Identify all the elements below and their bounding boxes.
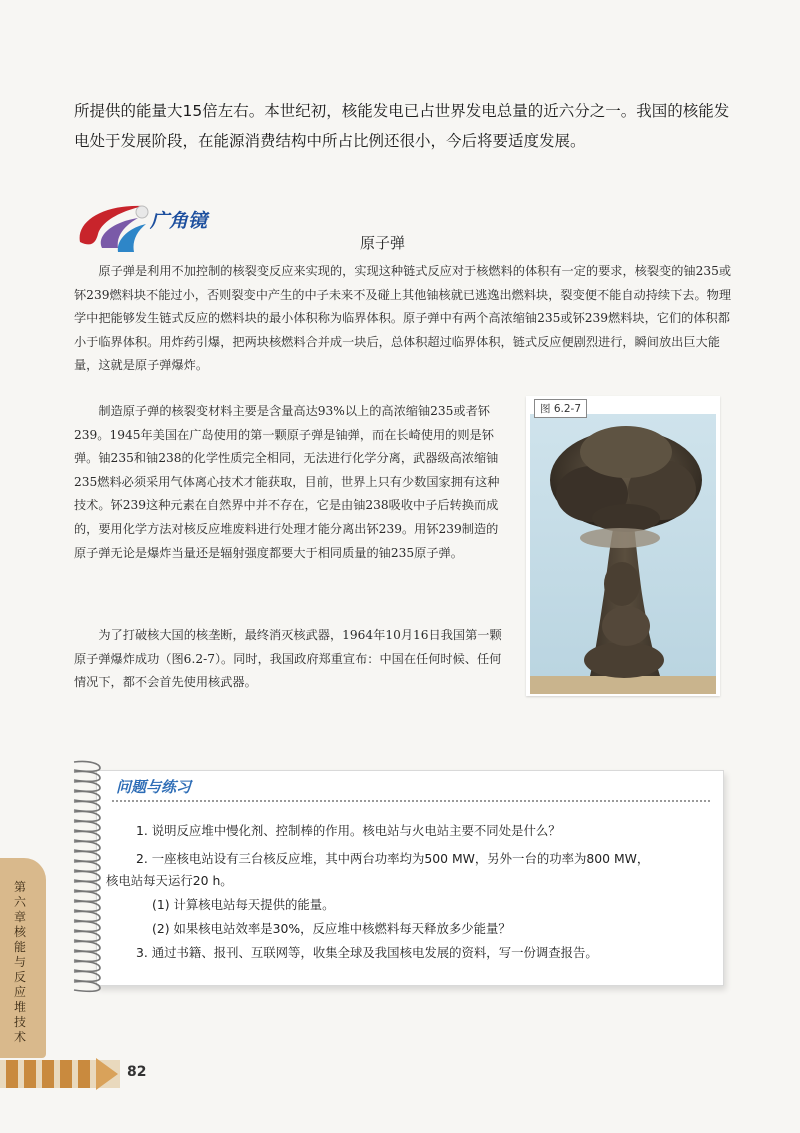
exercise-divider: [112, 800, 710, 802]
figure-label: 图 6.2-7: [534, 399, 587, 418]
question-3: 3. 通过书籍、报刊、互联网等，收集全球及我国核电发展的资料，写一份调查报告。: [136, 945, 598, 960]
spiral-binding-icon: [66, 756, 106, 994]
question-1: 1. 说明反应堆中慢化剂、控制棒的作用。核电站与火电站主要不同处是什么？: [136, 823, 561, 838]
question-2-2: (2) 如果核电站效率是30%，反应堆中核燃料每天释放多少能量？: [152, 921, 511, 936]
question-2-1: (1) 计算核电站每天提供的能量。: [152, 897, 335, 912]
chapter-side-text: [14, 880, 32, 1045]
page-number: 82: [127, 1064, 147, 1080]
intro-paragraph: 所提供的能量大15倍左右。本世纪初，核能发电已占世界发电总量的近六分之一。我国的核能发电处于发展阶段，在能源消费结构中所占比例还很小，今后将要适度发展。: [74, 102, 730, 150]
exercise-title: 问题与练习: [116, 778, 192, 796]
paragraph-1: 原子弹是利用不加控制的核裂变反应来实现的，实现这种链式反应对于核燃料的体积有一定的要求，核裂变的铀235或钚239燃料块不能过小，否则裂变中产生的中子未来不及碰上其他铀核就已逃逸出燃料块，裂变便不能自动持续下去。物理学中把能够发生链式反应的燃料块的最小体积称为临界体积。原子弹中有两个高浓缩铀235或钚239燃料块，它们的体积都小于临界体积。用炸药引爆，把两块核燃料合并成一块后，总体积超过临界体积，链式反应便剧烈进行，瞬间放出巨大能: [74, 264, 732, 349]
paragraph-1-end: 量，这就是原子弹爆炸。: [74, 358, 209, 372]
page-stripes-icon: [0, 1058, 120, 1090]
chapter-label: 第六章: [14, 880, 27, 924]
section-title: 原子弹: [360, 234, 406, 252]
paragraph-2: 制造原子弹的核裂变材料主要是含量高达93%以上的高浓缩铀235或者钚239。1945年美国在广岛使用的第一颗原子弹是铀弹，而在长崎使用的则是钚弹。铀235和铀238的化学性质完全相同，无法进行化学分离，武器级高浓缩铀235燃料必须采用气体离心技术才能获取，目前，世界上只有少数国家拥有这种技术。钚239这种元素在自然界中并不存在，它是由铀238吸收中子后转换而成的，要用化学方法对核反应堆废料进行处理才能分离出钚239。用钚239制造的原子弹无论是爆炸当量还是辐射强度都要大于相同质量的铀235原子弹。: [74, 404, 500, 560]
paragraph-3: 为了打破核大国的核垄断，最终消灭核武器，1964年10月16日我国第一颗原子弹爆炸成功（图6.2-7）。同时，我国政府郑重宣布：中国在任何时候、任何情况下，都不会首先使用核武器。: [74, 628, 502, 690]
question-2-cont: 核电站每天运行20 h。: [106, 873, 233, 888]
chapter-topic: 核能与反应堆技术: [14, 925, 27, 1044]
question-2: 2. 一座核电站设有三台核反应堆，其中两台功率均为500 MW，另外一台的功率为800 MW，: [136, 851, 650, 866]
logo-text: 广角镜: [150, 210, 208, 232]
mushroom-cloud-photo: [530, 414, 716, 694]
